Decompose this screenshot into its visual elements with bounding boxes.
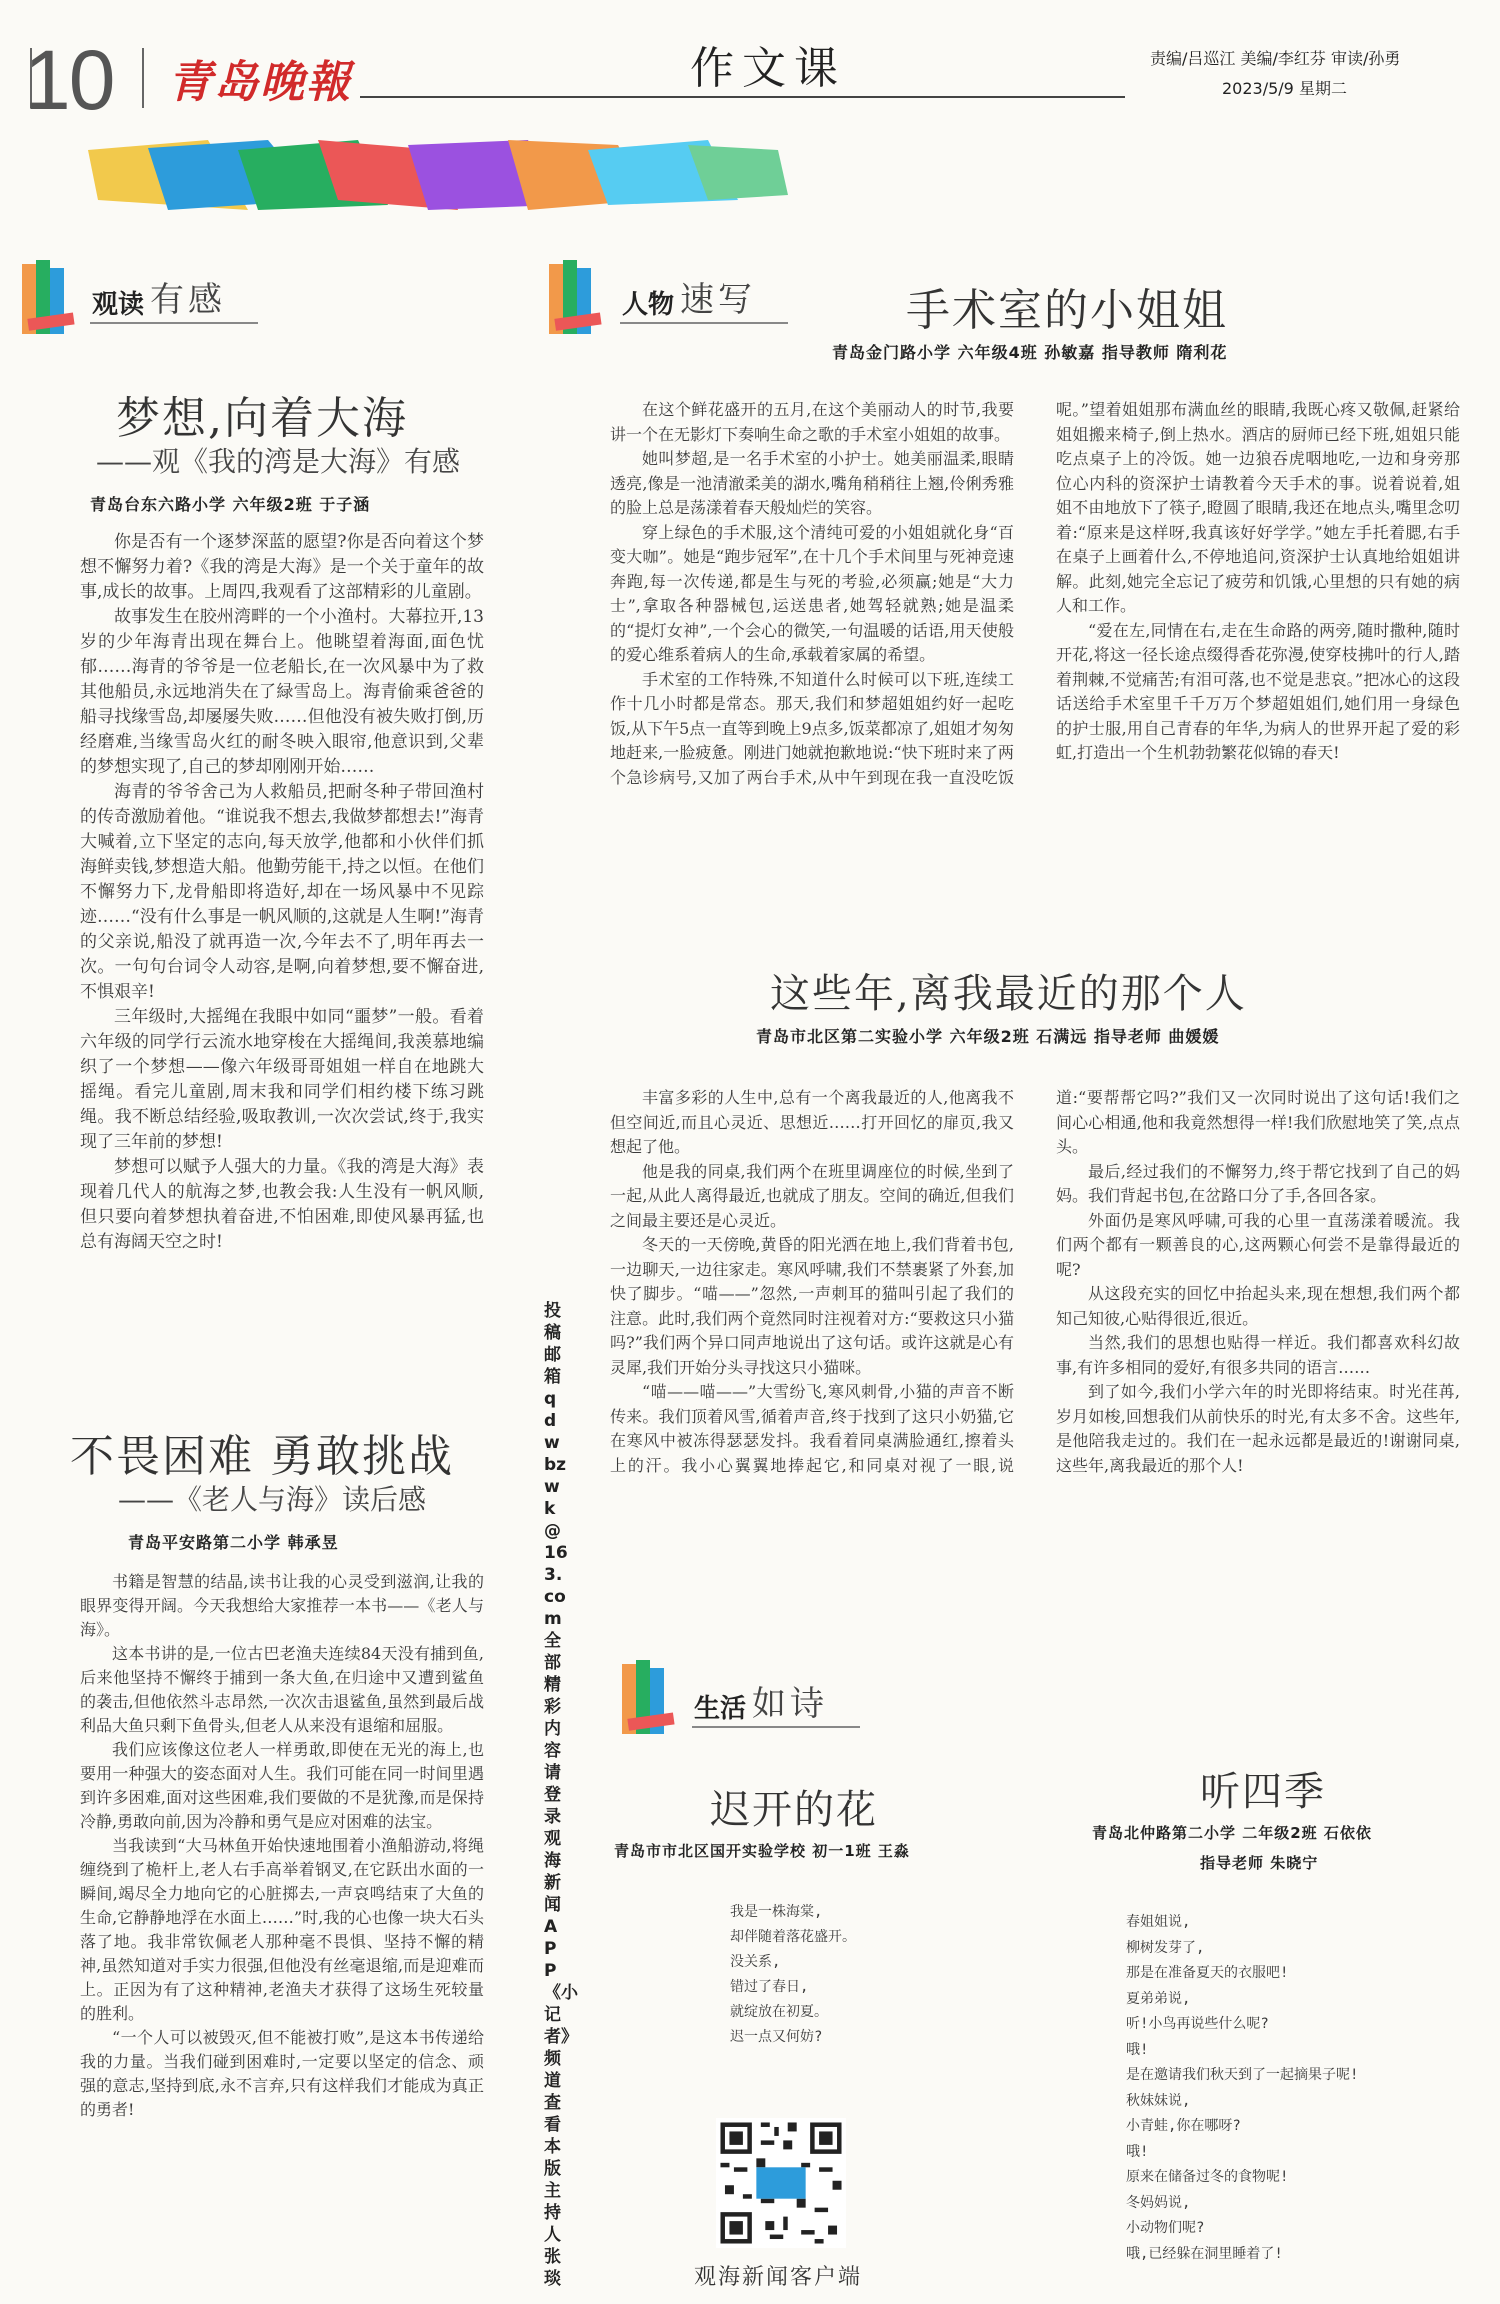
- poem-line: 哦!: [1126, 2041, 1149, 2058]
- article-subtitle: ——《老人与海》读后感: [118, 1483, 427, 1516]
- article-title: 这些年,离我最近的那个人: [770, 971, 1247, 1017]
- poem-line: 我是一株海棠,: [730, 1904, 823, 1920]
- article-body: [610, 1086, 1460, 1478]
- column-title: 作文课: [690, 43, 846, 94]
- article-title: 不畏困难 勇敢挑战: [70, 1431, 454, 1482]
- qr-code[interactable]: [716, 2118, 846, 2248]
- article-byline: 青岛市北区第二实验小学 六年级2班 石满远 指导老师 曲媛媛: [756, 1027, 1220, 1046]
- poem-line: 冬妈妈说,: [1126, 2194, 1191, 2211]
- poem-line: 迟一点又何妨?: [730, 2029, 823, 2045]
- article-byline: 青岛平安路第二小学 韩承昱: [128, 1533, 339, 1552]
- poem-line: 那是在准备夏天的衣服吧!: [1126, 1965, 1289, 1981]
- paragraph: 冬天的一天傍晚,黄昏的阳光洒在地上,我们背着书包,一边聊天,一边往家走。寒风呼啸,我们不禁裹紧了外套,加快了脚步。“喵——”忽然,一声刺耳的猫叫引起了我们的注意。此时,我们两个竟然同时注视着对方:“要救这只小猫吗?”我们两个异口同声地说出了这句话。或许这就是心有灵犀,我们开始分头寻找这只小猫咪。: [610, 1235, 1014, 1377]
- article-body: [610, 398, 1460, 790]
- poem-byline: 青岛北仲路第二小学 二年级2班 石依依: [1092, 1824, 1372, 1842]
- section-tag-bold: 观读: [92, 290, 145, 320]
- poem-line: 哦,已经躲在洞里睡着了!: [1126, 2245, 1283, 2262]
- section-tag-rule: [620, 322, 788, 324]
- poem-line: 春姐姐说,: [1126, 1914, 1191, 1930]
- qr-caption: 观海新闻客户端: [694, 2265, 863, 2290]
- poem-body: [1126, 1910, 1358, 2267]
- poem-line: 小动物们呢?: [1126, 2220, 1205, 2236]
- section-tag-bold: 生活: [694, 1694, 747, 1724]
- poem-body: [730, 1900, 856, 2050]
- paragraph: 他是我的同桌,我们两个在班里调座位的时候,坐到了一起,从此人离得最近,也就成了朋友。空间的确近,但我们之间最主要还是心灵近。: [610, 1161, 1014, 1230]
- page-number: 10: [24, 33, 114, 127]
- paragraph: “爱在左,同情在右,走在生命路的两旁,随时撒种,随时开花,将这一径长途点缀得香花弥漫,使穿枝拂叶的行人,踏着荆棘,不觉痛苦;有泪可落,也不觉是悲哀。”把冰心的这段话送给手术室里千千万万个梦超姐姐们,她们用一身绿色的护士服,用自己青春的年华,为病人的世界开起了爱的彩虹,打造出一个生机勃勃繁花似锦的春天!: [1056, 620, 1460, 762]
- poem-line: 就绽放在初夏。: [730, 2004, 828, 2020]
- section-tag-light: 如诗: [752, 1684, 828, 1724]
- paragraph: 你是否有一个逐梦深蓝的愿望?你是否向着这个梦想不懈努力着?《我的湾是大海》是一个关于童年的故事,成长的故事。上周四,我观看了这部精彩的儿童剧。: [80, 532, 484, 602]
- books-icon: [618, 1656, 680, 1738]
- poem-byline: 青岛市市北区国开实验学校 初一1班 王淼: [614, 1842, 910, 1860]
- poem-line: 错过了春日,: [730, 1979, 809, 1995]
- section-tag-bold: 人物: [622, 290, 675, 320]
- header-rule: [360, 96, 1125, 98]
- poem-line: 柳树发芽了,: [1126, 1939, 1205, 1956]
- paragraph: 书籍是智慧的结晶,读书让我的心灵受到滋润,让我的眼界变得开阔。今天我想给大家推荐一本书——《老人与海》。: [80, 1572, 484, 1639]
- article-byline: 青岛台东六路小学 六年级2班 于子涵: [90, 495, 371, 514]
- article-body: [80, 1570, 484, 2122]
- books-icon: [18, 256, 80, 338]
- paragraph: 故事发生在胶州湾畔的一个小渔村。大幕拉开,13岁的少年海青出现在舞台上。他眺望着海面,面色忧郁……海青的爷爷是一位老船长,在一次风暴中为了救其他船员,永远地消失在了緑雪岛上。海青偷乘爸爸的船寻找缘雪岛,却屡屡失败……但他没有被失败打倒,历经磨难,当缘雪岛火红的耐冬映入眼帘,他意识到,父辈的梦想实现了,自己的梦却刚刚开始……: [80, 607, 484, 777]
- paragraph: 穿上绿色的手术服,这个清纯可爱的小姐姐就化身“百变大咖”。她是“跑步冠军”,在十几个手术间里与死神竞速奔跑,每一次传递,都是生与死的考验,必须赢;她是“大力士”,拿取各种器械包,运送患者,她驾轻就熟;她是温柔的“提灯女神”,一个会心的微笑,一句温暖的话语,用天使般的爱心维系着病人的生命,承载着家属的希望。: [610, 522, 1014, 664]
- poem-line: 小青蛙,你在哪呀?: [1126, 2118, 1241, 2134]
- decorative-pencils-banner: [88, 140, 788, 210]
- paragraph: 最后,经过我们的不懈努力,终于帮它找到了自己的妈妈。我们背起书包,在岔路口分了手,各回各家。: [1056, 1161, 1460, 1205]
- poem-line: 原来在储备过冬的食物呢!: [1126, 2169, 1289, 2185]
- poem-line: 哦!: [1126, 2143, 1149, 2160]
- paragraph: 在这个鲜花盛开的五月,在这个美丽动人的时节,我要讲一个在无影灯下奏响生命之歌的手术室小姐姐的故事。: [610, 400, 1014, 444]
- paragraph: 外面仍是寒风呼啸,可我的心里一直荡漾着暖流。我们两个都有一颗善良的心,这两颗心何尝不是靠得最近的呢?: [1056, 1210, 1460, 1279]
- article-title: 手术室的小姐姐: [906, 285, 1228, 336]
- poem-line: 夏弟弟说,: [1126, 1990, 1191, 2007]
- paragraph: 当我读到“大马林鱼开始快速地围着小渔船游动,将绳缠绕到了桅杆上,老人右手高举着钢叉,在它跃出水面的一瞬间,竭尽全力地向它的心脏掷去,一声哀鸣结束了大鱼的生命,它静静地浮在水面上……”时,我的心也像一块大石头落了地。我非常钦佩老人那种毫不畏惧、坚持不懈的精神,虽然知道对手实力很强,但他没有丝毫退缩,而是迎难而上。正因为有了这种精神,老渔夫才获得了这场生死较量的胜利。: [80, 1836, 484, 2023]
- section-tag-light: 速写: [680, 280, 756, 320]
- paragraph: 从这段充实的回忆中抬起头来,现在想想,我们两个都知己知彼,心贴得很近,很近。: [1056, 1284, 1460, 1328]
- article-byline: 青岛金门路小学 六年级4班 孙敏嘉 指导教师 隋利花: [832, 343, 1228, 362]
- books-icon: [545, 256, 607, 338]
- section-tag-rule: [90, 322, 258, 324]
- paragraph: 她叫梦超,是一名手术室的小护士。她美丽温柔,眼睛透亮,像是一池清澈柔美的湖水,嘴角稍稍往上翘,伶俐秀雅的脸上总是荡漾着春天般灿烂的笑容。: [610, 449, 1014, 517]
- paragraph: 梦想可以赋予人强大的力量。《我的湾是大海》表现着几代人的航海之梦,也教会我:人生没有一帆风顺,但只要向着梦想执着奋进,不怕困难,即使风暴再猛,也总有海阔天空之时!: [80, 1157, 484, 1252]
- poem-title: 听四季: [1200, 1769, 1326, 1815]
- paragraph: 海青的爷爷舍己为人救船员,把耐冬种子带回渔村的传奇激励着他。“谁说我不想去,我做梦都想去!”海青大喊着,立下坚定的志向,每天放学,他都和小伙伴们抓海鲜卖钱,梦想造大船。他勤劳能干,持之以恒。在他们不懈努力下,龙骨船即将造好,却在一场风暴中不见踪迹……“没有什么事是一帆风顺的,这就是人生啊!”海青的父亲说,船没了就再造一次,今年去不了,明年再去一次。一句句台词令人动容,是啊,向着梦想,要不懈奋进,不惧艰辛!: [80, 782, 484, 1002]
- newspaper-logo: 青岛晚報: [168, 57, 352, 108]
- paragraph: 当然,我们的思想也贴得一样近。我们都喜欢科幻故事,有许多相同的爱好,有很多共同的语言……: [1056, 1333, 1460, 1377]
- poem-line: 听!小鸟再说些什么呢?: [1126, 2016, 1269, 2032]
- poem-line: 秋妹妹说,: [1126, 2092, 1191, 2109]
- editors-credit: 责编/吕巡江 美编/李红芬 审读/孙勇: [1150, 49, 1401, 68]
- poem-line: 却伴随着落花盛开。: [730, 1929, 856, 1945]
- section-tag-light: 有感: [150, 280, 226, 320]
- poem-advisor: 指导老师 朱晓宁: [1200, 1854, 1319, 1872]
- paragraph: 到了如今,我们小学六年的时光即将结束。时光荏苒,岁月如梭,回想我们从前快乐的时光,有太多不舍。这些年,是他陪我走过的。我们在一起永远都是最近的!谢谢同桌,这些年,离我最近的那个人!: [1056, 1382, 1460, 1475]
- article-body: [80, 530, 484, 1255]
- paragraph: 手术室的工作特殊,不知道什么时候可以下班,连续工作十几小时都是常态。那天,我们和梦超姐姐约好一起吃饭,从下午5点一直等到晚上9点多,饭菜都凉了,姐姐才匆匆地赶来,一脸疲惫。刚进门她就抱歉地说:“快下班时来了两个急诊病号,又加了两台手术,从中午到现在我一直没吃饭呢。”望着姐姐那布满血丝的眼睛,我既心疼又敬佩,赶紧给姐姐搬来椅子,倒上热水。酒店的厨师已经下班,姐姐只能吃点桌子上的冷饭。她一边狼吞虎咽地吃,一边和身旁那位心内科的资深护士请教着今天手术的事。说着说着,姐姐不由地放下了筷子,瞪圆了眼睛,我还在地点头,嘴里念叨着:“原来是这样呀,我真该好好学学。”她左手托着腮,右手在桌子上画着什么,不停地追问,资深护士认真地给姐姐讲解。此刻,她完全忘记了疲劳和饥饿,心里想的只有她的病人和工作。: [610, 400, 1460, 787]
- issue-date: 2023/5/9 星期二: [1222, 79, 1347, 98]
- page-number-rule-right: [142, 48, 144, 108]
- poem-line: 没关系,: [730, 1954, 781, 1970]
- submission-sidebar: 投稿邮箱qdwbzwk@163.com 全部精彩内容请登录观海新闻APP《小记者》频道查看 本版主持人 张琰: [544, 1301, 578, 2289]
- section-tag-rule: [692, 1726, 860, 1728]
- paragraph: 丰富多彩的人生中,总有一个离我最近的人,他离我不但空间近,而且心灵近、思想近……打开回忆的扉页,我又想起了他。: [610, 1088, 1014, 1156]
- article-subtitle: ——观《我的湾是大海》有感: [96, 445, 461, 478]
- poem-title: 迟开的花: [710, 1787, 878, 1833]
- paragraph: 这本书讲的是,一位古巴老渔夫连续84天没有捕到鱼,后来他坚持不懈终于捕到一条大鱼,在归途中又遭到鲨鱼的袭击,但他依然斗志昂然,一次次击退鲨鱼,虽然到最后战利品大鱼只剩下鱼骨头,但老人从来没有退缩和屈服。: [80, 1644, 484, 1735]
- paragraph: 三年级时,大摇绳在我眼中如同“噩梦”一般。看着六年级的同学行云流水地穿梭在大摇绳间,我羡慕地编织了一个梦想——像六年级哥哥姐姐一样自在地跳大摇绳。看完儿童剧,周末我和同学们相约楼下练习跳绳。我不断总结经验,吸取教训,一次次尝试,终于,我实现了三年前的梦想!: [80, 1007, 484, 1152]
- paragraph: “喵——喵——”大雪纷飞,寒风刺骨,小猫的声音不断传来。我们顶着风雪,循着声音,终于找到了这只小奶猫,它在寒风中被冻得瑟瑟发抖。我看着同桌满脸通红,擦着头上的汗。我小心翼翼地捧起它,和同桌对视了一眼,说道:“要帮帮它吗?”我们又一次同时说出了这句话!我们之间心心相通,他和我竟然想得一样!我们欣慰地笑了笑,点点头。: [610, 1088, 1460, 1475]
- article-title: 梦想,向着大海: [116, 393, 408, 444]
- paragraph: “一个人可以被毁灭,但不能被打败”,是这本书传递给我的力量。当我们碰到困难时,一定要以坚定的信念、顽强的意志,坚持到底,永不言弃,只有这样我们才能成为真正的勇者!: [80, 2028, 484, 2119]
- poem-line: 是在邀请我们秋天到了一起摘果子呢!: [1126, 2067, 1359, 2083]
- paragraph: 我们应该像这位老人一样勇敢,即使在无光的海上,也要用一种强大的姿态面对人生。我们可能在同一时间里遇到许多困难,面对这些困难,我们要做的不是犹豫,而是保持冷静,勇敢向前,因为冷静和勇气是应对困难的法宝。: [80, 1740, 484, 1831]
